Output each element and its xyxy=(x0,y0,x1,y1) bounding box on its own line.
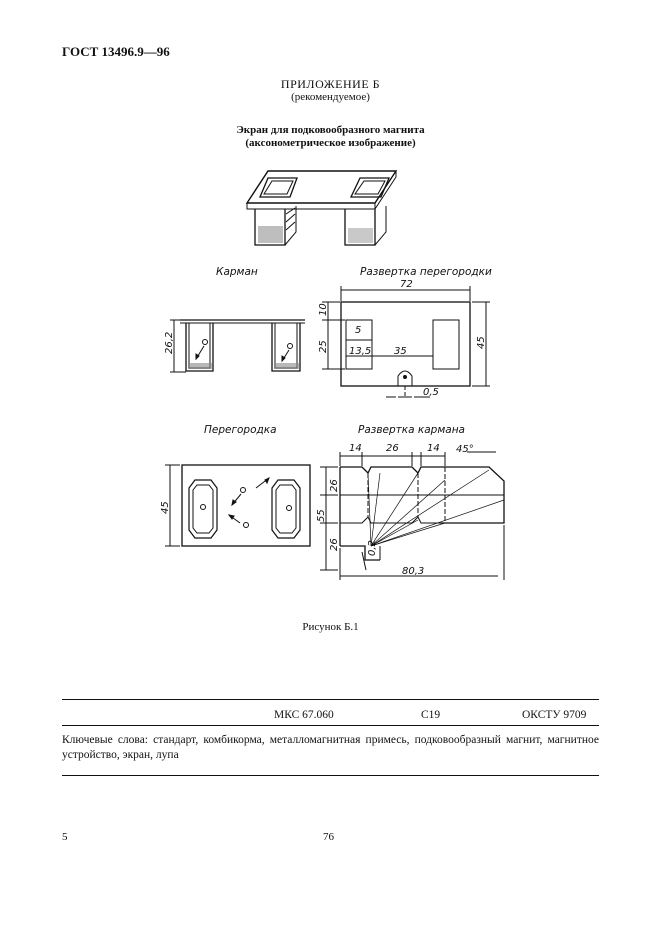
dim-pocket-height: 26,2 xyxy=(164,331,175,354)
axonometric-view xyxy=(247,171,396,245)
partition-label: Перегородка xyxy=(204,424,277,436)
appendix-title: ПРИЛОЖЕНИЕ Б xyxy=(280,77,381,91)
dim-k-45deg: 45° xyxy=(456,444,474,455)
partition-view xyxy=(165,465,310,546)
pocket-label: Карман xyxy=(216,266,258,278)
c-code: С19 xyxy=(421,709,441,721)
appendix-subtitle: (рекомендуемое) xyxy=(291,91,370,103)
divider-bottom xyxy=(62,775,599,776)
dim-k-80-3: 80,3 xyxy=(402,566,425,577)
divider-middle xyxy=(62,725,599,726)
dim-k-14a: 14 xyxy=(349,443,362,454)
dim-k-26b: 26 xyxy=(329,538,340,551)
okstu-code: ОКСТУ 9709 xyxy=(522,709,587,721)
figure-caption: Рисунок Б.1 xyxy=(302,621,359,633)
document-code: ГОСТ 13496.9—96 xyxy=(62,44,170,59)
partition-unfold-label: Развертка перегородки xyxy=(360,266,492,278)
figure-title: Экран для подковообразного магнита xyxy=(236,124,425,136)
dim-pu-13-5: 13,5 xyxy=(349,346,372,357)
dim-k-26a: 26 xyxy=(329,479,340,492)
dim-k-26: 26 xyxy=(386,443,399,454)
mks-code: МКС 67.060 xyxy=(274,709,334,721)
partition-unfold-view xyxy=(322,286,490,397)
pocket-unfold-view xyxy=(320,452,504,580)
dim-pu-width: 72 xyxy=(400,279,413,290)
dim-pu-10: 10 xyxy=(318,303,329,316)
dim-k-55: 55 xyxy=(316,509,327,522)
dim-k-14b: 14 xyxy=(427,443,440,454)
pocket-unfold-label: Развертка кармана xyxy=(358,424,465,436)
dim-partition-45: 45 xyxy=(160,501,171,514)
keywords: Ключевые слова: стандарт, комбикорма, металломагнитная примесь, подковообразный магнит, магнитное устройство, экран, лупа xyxy=(62,734,599,761)
figure-subtitle: (аксонометрическое изображение) xyxy=(245,137,416,149)
left-number: 5 xyxy=(62,831,68,843)
dim-pu-5: 5 xyxy=(355,325,362,336)
pocket-view xyxy=(170,320,305,372)
dim-pu-0-5: 0,5 xyxy=(423,387,439,398)
dim-k-0-2: 0,2 xyxy=(367,540,378,556)
divider-top xyxy=(62,699,599,700)
dim-pu-25: 25 xyxy=(318,340,329,353)
page-number: 76 xyxy=(323,831,334,843)
dim-pu-45: 45 xyxy=(476,336,487,349)
dim-pu-35: 35 xyxy=(394,346,407,357)
